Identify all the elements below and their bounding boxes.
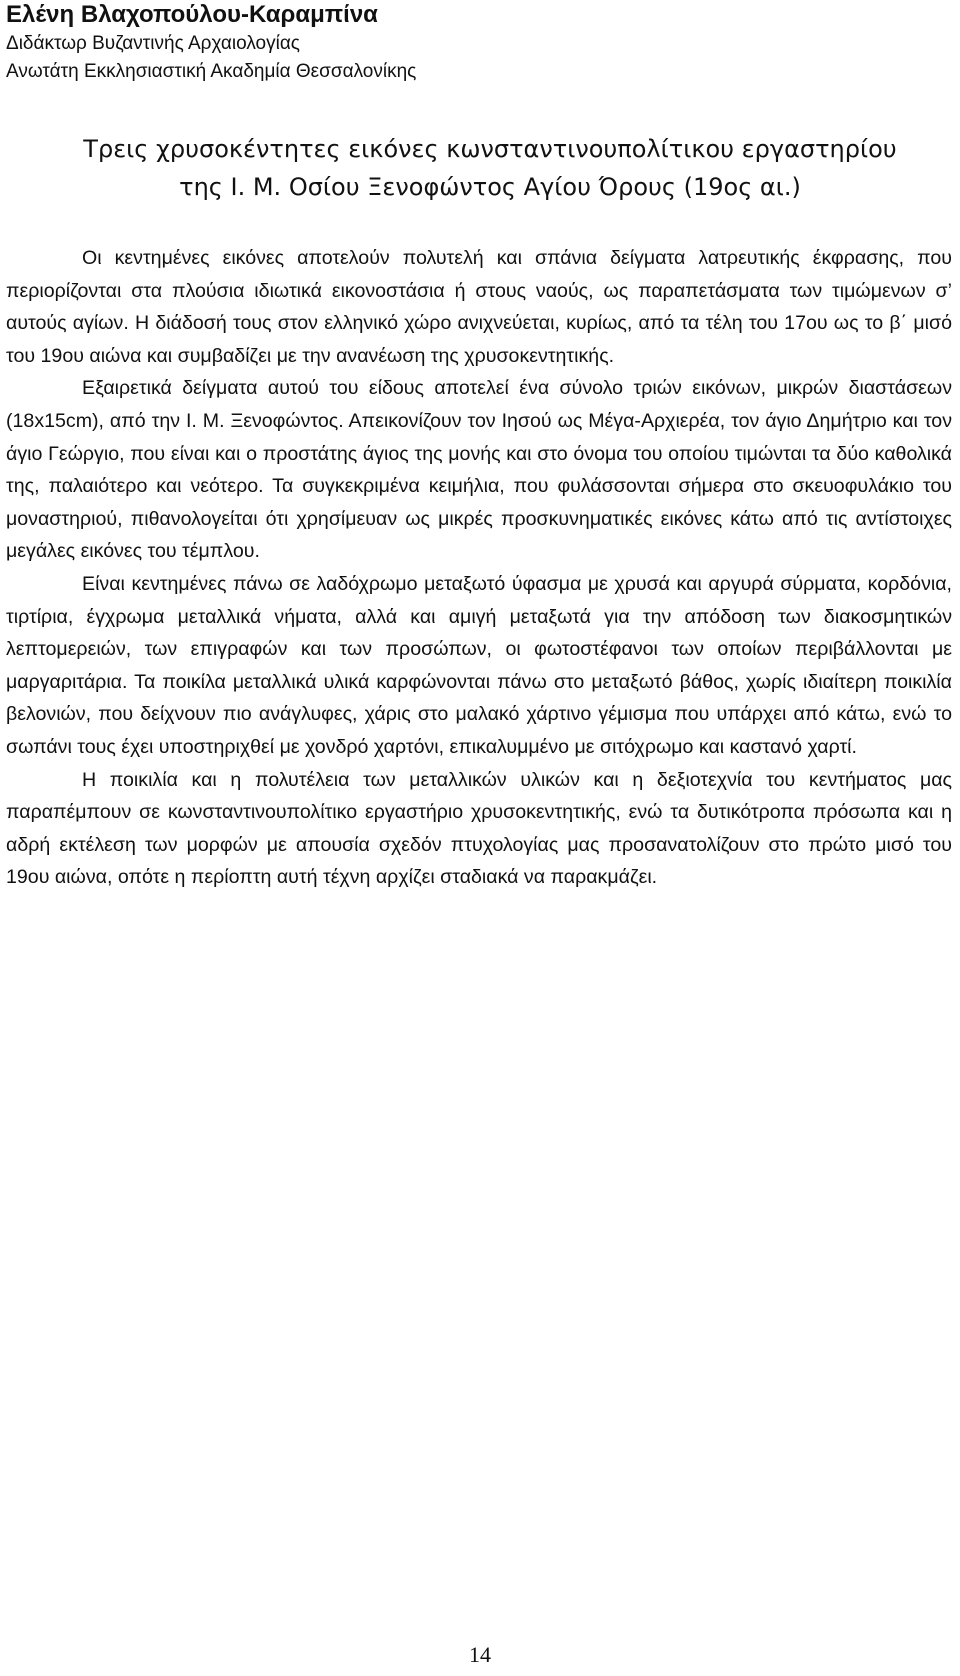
article-title [40, 130, 940, 206]
paragraph: Οι κεντημένες εικόνες αποτελούν πολυτελή και σπάνια δείγματα λατρευτικής έκφρασης, που περιορίζονται στα πλούσια ιδιωτικά εικονοστάσια ή στους ναούς, ως παραπετάσματα των τιμώμενων σ’ αυτούς αγίων. Η διάδοσή τους στον ελληνικό χώρο ανιχνεύεται, κυρίως, από τα τέλη του 17ου ως το β΄ μισό του 19ου αιώνα και συμβαδίζει με την ανανέωση της χρυσοκεντητικής. [6, 247, 952, 367]
author-header [6, 0, 706, 86]
author-degree: Διδάκτωρ Βυζαντινής Αρχαιολογίας [6, 33, 300, 54]
title-line-2: της Ι. Μ. Οσίου Ξενοφώντος Αγίου Όρους (19ος αι.) [179, 173, 801, 201]
author-name: Ελένη Βλαχοπούλου-Καραμπίνα [6, 1, 378, 28]
article-body [6, 242, 952, 894]
paragraph: Είναι κεντημένες πάνω σε λαδόχρωμο μεταξωτό ύφασμα με χρυσά και αργυρά σύρματα, κορδόνια, τιρτίρια, έγχρωμα μεταλλικά νήματα, αλλά και αμιγή μεταξωτά για την απόδοση των διακοσμητικών λεπτομερειών, των επιγραφών και των προσώπων, οι φωτοστέφανοι των οποίων περιβάλλονται με μαργαριτάρια. Τα ποικίλα μεταλλικά υλικά καρφώνονται πάνω στο μεταξωτό βάθος, χωρίς ιδιαίτερη ποικιλία βελονιών, που δείχνουν πιο ανάγλυφες, χάρις στο μαλακό χάρτινο γέμισμα που υπάρχει από κάτω, ενώ το σωπάνι τους έχει υποστηριχθεί με χονδρό χαρτόνι, επικαλυμμένο με σιτόχρωμο και καστανό χαρτί. [6, 572, 952, 758]
author-institution: Ανωτάτη Εκκλησιαστική Ακαδημία Θεσσαλονίκης [6, 61, 417, 82]
title-line-1: Τρεις χρυσοκέντητες εικόνες κωνσταντινουπολίτικου εργαστηρίου [83, 135, 897, 163]
paragraph: Η ποικιλία και η πολυτέλεια των μεταλλικών υλικών και η δεξιοτεχνία του κεντήματος μας παραπέμπουν σε κωνσταντινουπολίτικο εργαστήριο χρυσοκεντητικής, ενώ τα δυτικότροπα πρόσωπα και η αδρή εκτέλεση των μορφών με απουσία σχεδόν πτυχολογίας μας προσανατολίζουν στο πρώτο μισό του 19ου αιώνα, οπότε η περίοπτη αυτή τέχνη αρχίζει σταδιακά να παρακμάζει. [6, 768, 952, 889]
paragraph: Εξαιρετικά δείγματα αυτού του είδους αποτελεί ένα σύνολο τριών εικόνων, μικρών διαστάσεων (18x15cm), από την Ι. Μ. Ξενοφώντος. Απεικονίζουν τον Ιησού ως Μέγα-Αρχιερέα, τον άγιο Δημήτριο και τον άγιο Γεώργιο, που είναι και ο προστάτης άγιος της μονής και στο όνομα του οποίου τιμώνται τα δύο καθολικά της, παλαιότερο και νεότερο. Τα συγκεκριμένα κειμήλια, που φυλάσσονται σήμερα στο σκευοφυλάκιο του μοναστηριού, πιθανολογείται ότι χρησίμευαν ως μικρές προσκυνηματικές εικόνες κάτω από τις αντίστοιχες μεγάλες εικόνες του τέμπλου. [6, 377, 952, 563]
page-number: 14 [469, 1642, 491, 1667]
